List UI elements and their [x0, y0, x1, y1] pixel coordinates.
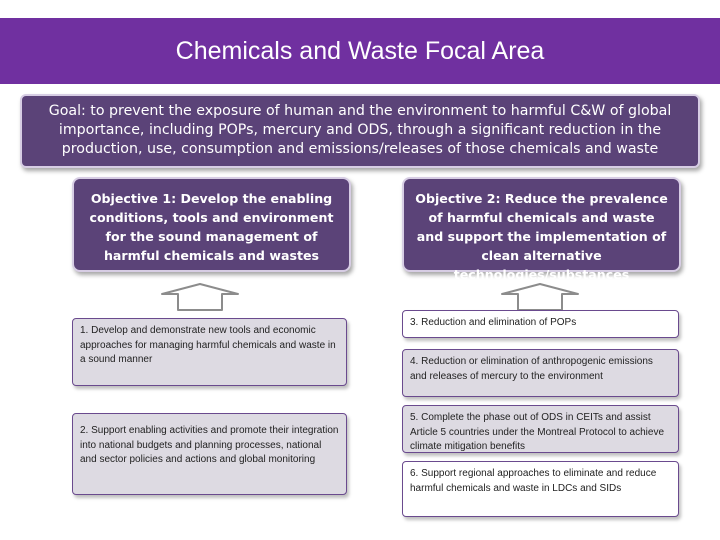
goal-box [20, 94, 700, 168]
program-1-text: 1. Develop and demonstrate new tools and economic approaches for managing harmful chemicals and waste in a sound manner [80, 325, 336, 365]
program-2-text: 2. Support enabling activities and promote their integration into national budgets and planning processes, national and sector policies and actions and global monitoring [80, 425, 339, 465]
program-6-text: 6. Support regional approaches to eliminate and reduce harmful chemicals and waste in LDCs and SIDs [410, 468, 657, 494]
goal-text: Goal: to prevent the exposure of human and the environment to harmful C&W of global importance, including POPs, mercury and ODS, through a significant reduction in the production, use, consumption and emissions/releases of those chemicals and waste [48, 103, 672, 157]
objective-1-text: Objective 1: Develop the enabling conditions, tools and environment for the sound management of harmful chemicals and wastes [89, 191, 334, 263]
page-title: Chemicals and Waste Focal Area [175, 36, 545, 65]
objective-2-text: Objective 2: Reduce the prevalence of harmful chemicals and waste and support the implementation of clean alternative technologies/substances [415, 191, 668, 282]
title-banner [0, 18, 720, 84]
up-arrow-icon [160, 282, 240, 312]
program-4-text: 4. Reduction or elimination of anthropogenic emissions and releases of mercury to the environment [410, 356, 653, 382]
program-3-box [402, 310, 679, 338]
program-3-text: 3. Reduction and elimination of POPs [410, 317, 577, 328]
objective-2-box [402, 177, 681, 282]
program-6-box [402, 461, 679, 517]
up-arrow-icon [500, 282, 580, 312]
program-1-box [72, 318, 347, 386]
program-5-box [402, 405, 679, 453]
program-4-box [402, 349, 679, 397]
program-2-box [72, 413, 347, 495]
objective-1-box [72, 177, 351, 272]
program-5-text: 5. Complete the phase out of ODS in CEITs and assist Article 5 countries under the Montreal Protocol to achieve climate mitigation benefits [410, 412, 665, 452]
